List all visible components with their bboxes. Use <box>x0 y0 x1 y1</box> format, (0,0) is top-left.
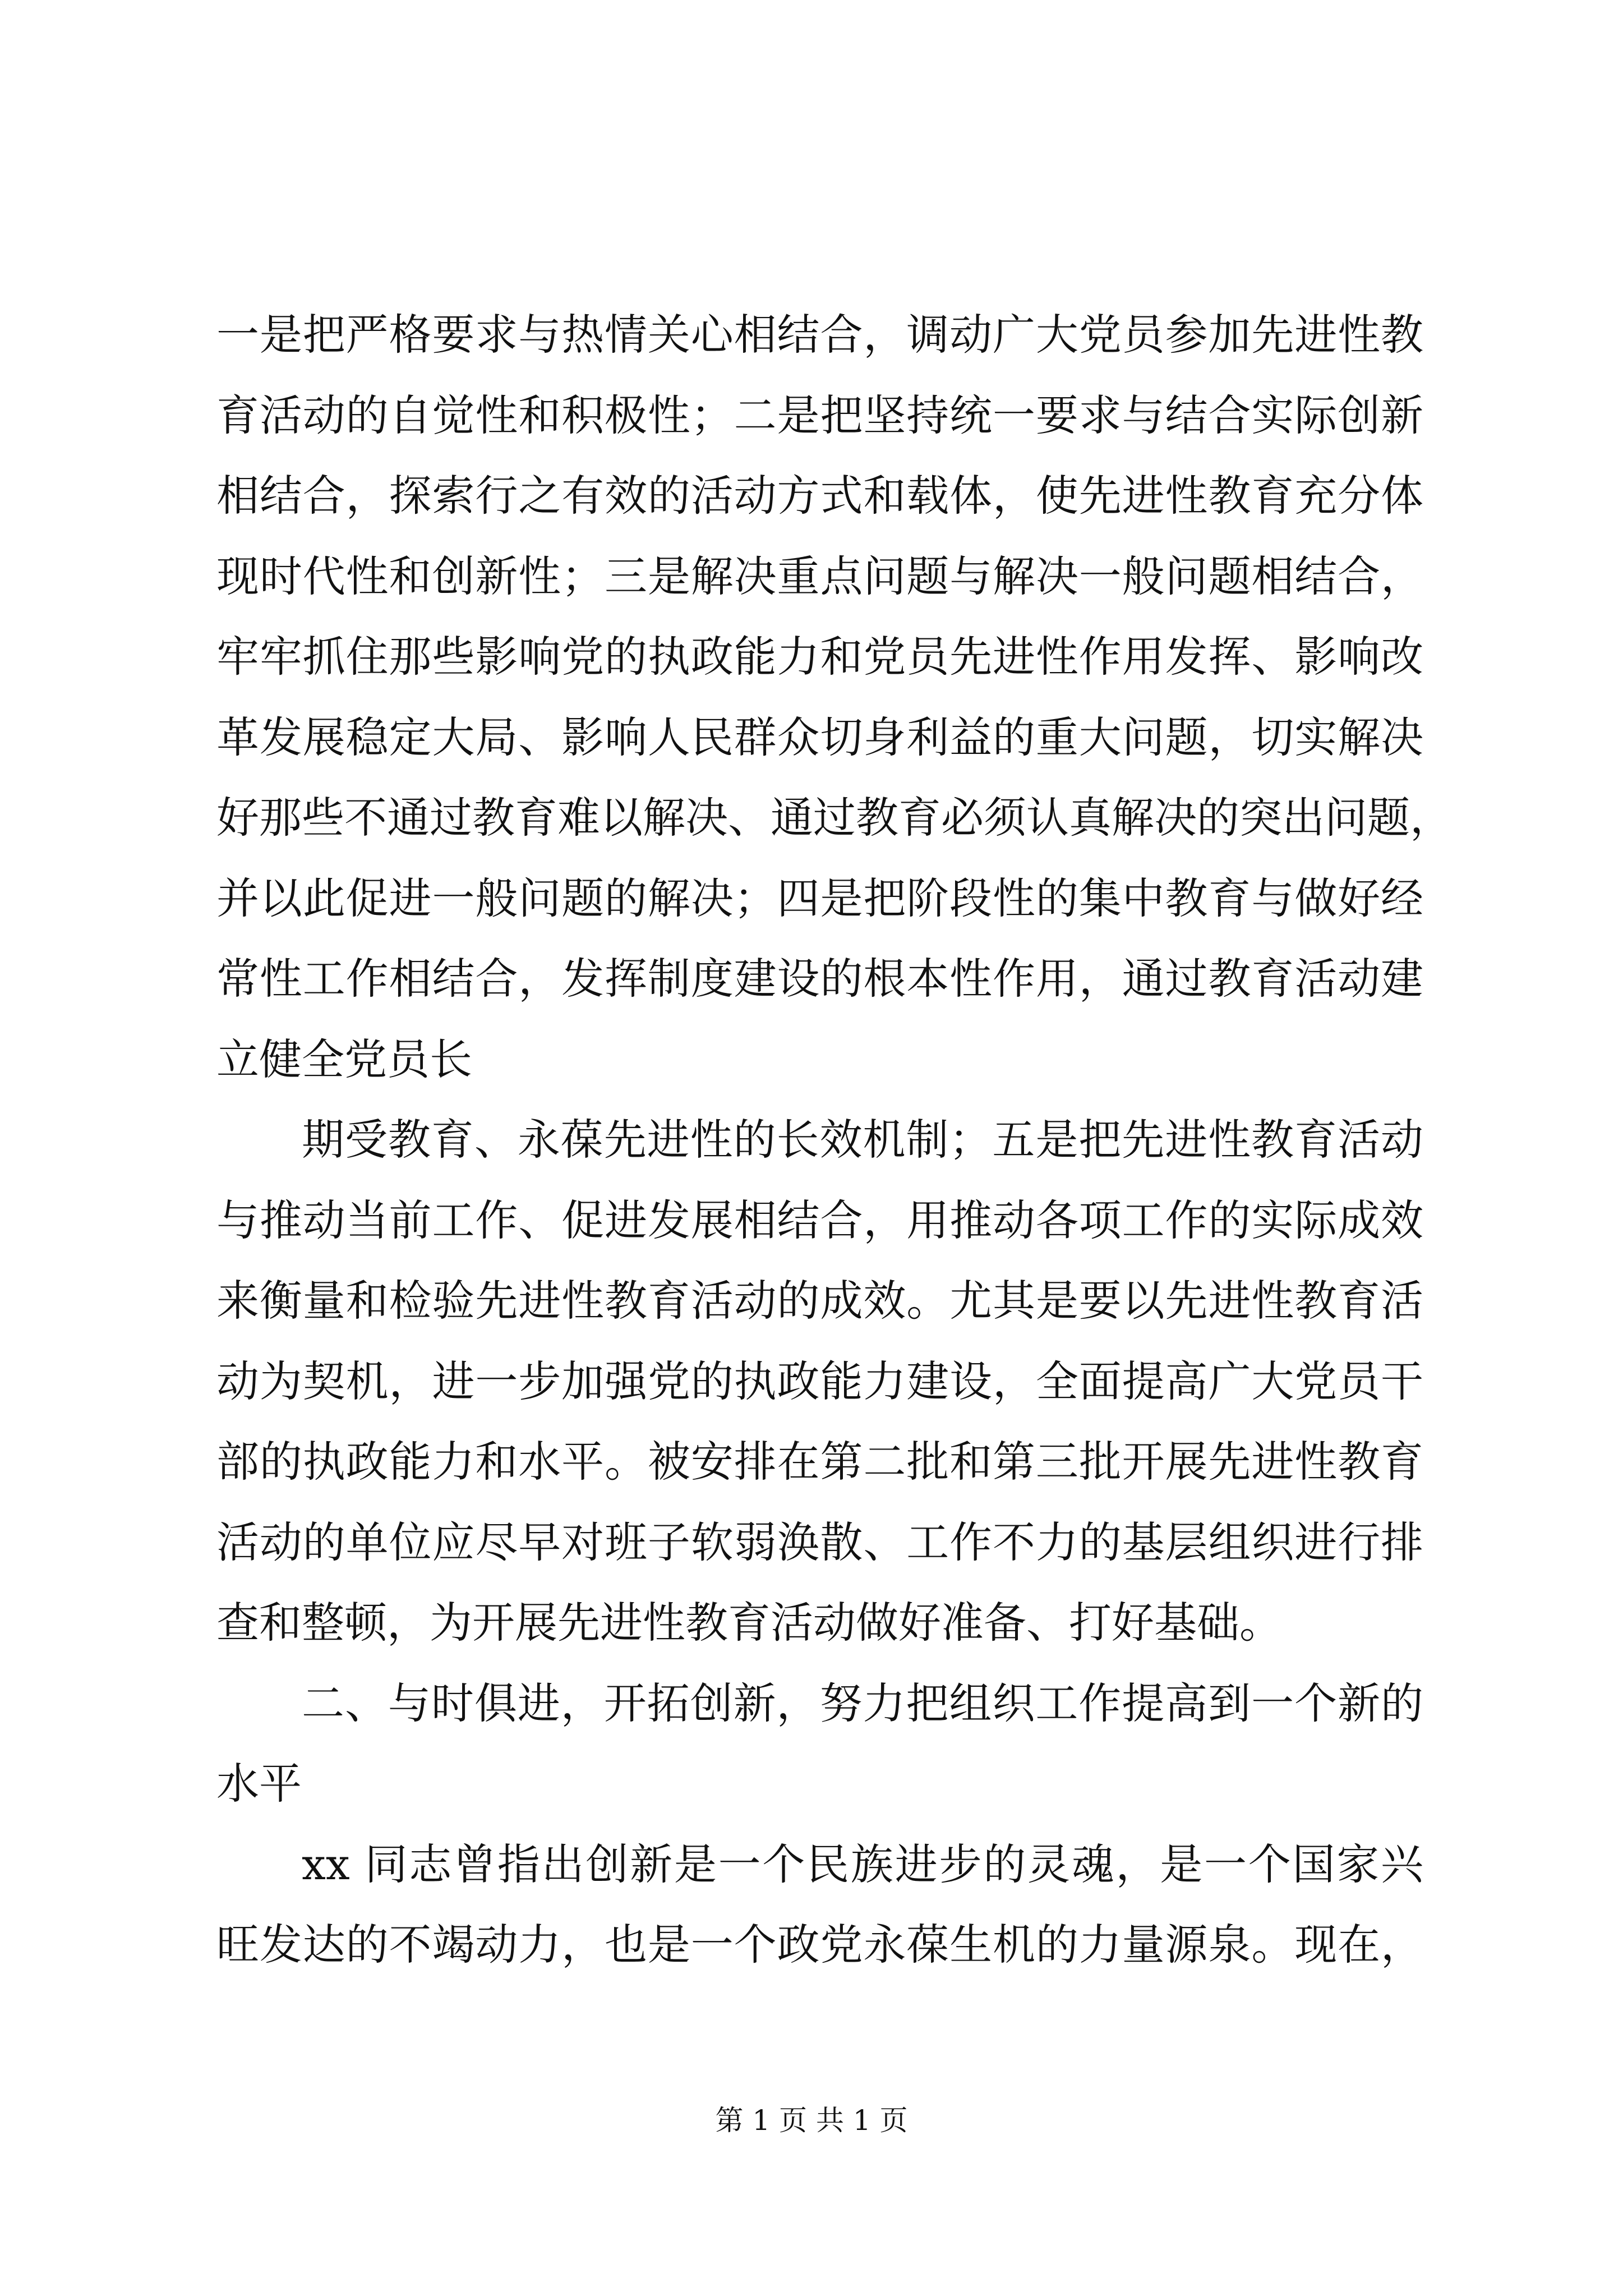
document-body <box>216 295 1453 1985</box>
text-line: 一是把严格要求与热情关心相结合，调动广大党员参加先进性教 <box>216 310 1423 360</box>
text-line: 好那些不通过教育难以解决、通过教育必须认真解决的突出问题， <box>216 793 1453 843</box>
text-line: 立健全党员长 <box>216 1034 472 1084</box>
section-heading-line: 二、与时俱进，开拓创新，努力把组织工作提高到一个新的 <box>302 1678 1423 1728</box>
text-line: 牢牢抓住那些影响党的执政能力和党员先进性作用发挥、影响改 <box>216 632 1423 682</box>
text-line: 动为契机，进一步加强党的执政能力建设，全面提高广大党员干 <box>216 1356 1423 1406</box>
text-line: 与推动当前工作、促进发展相结合，用推动各项工作的实际成效 <box>216 1195 1423 1245</box>
section-heading-line: 水平 <box>216 1759 302 1809</box>
text-line: 部的执政能力和水平。被安排在第二批和第三批开展先进性教育 <box>216 1437 1423 1487</box>
text-line: 并以此促进一般问题的解决；四是把阶段性的集中教育与做好经 <box>216 873 1423 923</box>
text-line: 旺发达的不竭动力，也是一个政党永葆生机的力量源泉。现在， <box>216 1920 1423 1970</box>
text-line: 育活动的自觉性和积极性；二是把坚持统一要求与结合实际创新 <box>216 390 1423 440</box>
text-line: 现时代性和创新性；三是解决重点问题与解决一般问题相结合， <box>216 551 1423 601</box>
text-line: 相结合，探索行之有效的活动方式和载体，使先进性教育充分体 <box>216 471 1423 521</box>
text-line: 期受教育、永葆先进性的长效机制；五是把先进性教育活动 <box>302 1115 1423 1165</box>
text-line: 活动的单位应尽早对班子软弱涣散、工作不力的基层组织进行排 <box>216 1517 1423 1567</box>
text-line: 常性工作相结合，发挥制度建设的根本性作用，通过教育活动建 <box>216 954 1423 1004</box>
text-line: 查和整顿，为开展先进性教育活动做好准备、打好基础。 <box>216 1598 1282 1648</box>
text-line: 来衡量和检验先进性教育活动的成效。尤其是要以先进性教育活 <box>216 1276 1423 1326</box>
text-line: xx 同志曾指出创新是一个民族进步的灵魂，是一个国家兴 <box>302 1839 1423 1889</box>
text-line: 革发展稳定大局、影响人民群众切身利益的重大问题，切实解决 <box>216 712 1423 762</box>
page-footer: 第 1 页 共 1 页 <box>715 2104 908 2137</box>
